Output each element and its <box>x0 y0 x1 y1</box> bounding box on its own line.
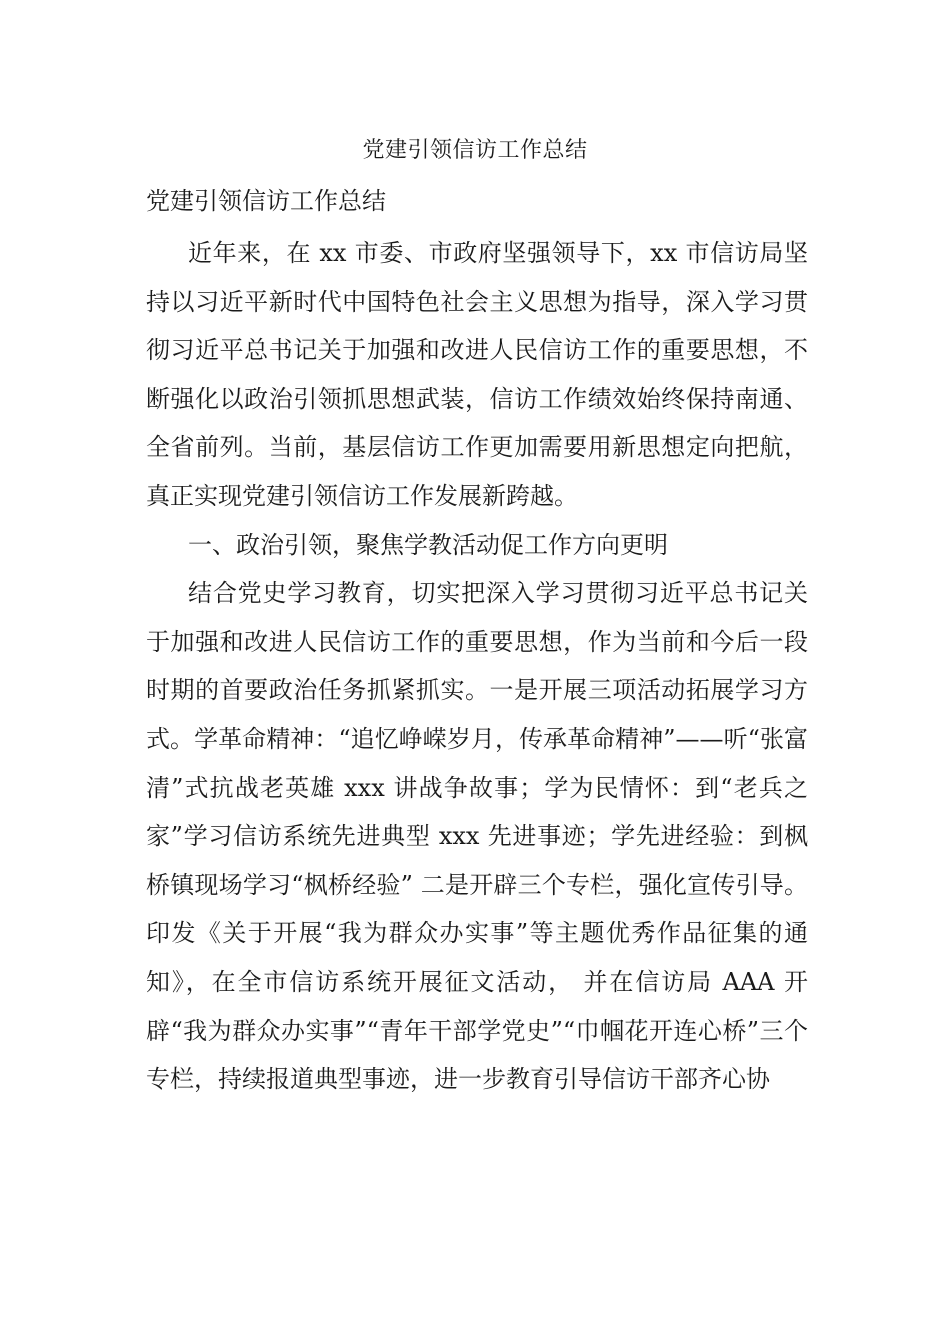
document-body <box>146 229 808 1104</box>
paragraph-section-one: 结合党史学习教育，切实把深入学习贯彻习近平总书记关于加强和改进人民信访工作的重要思想，作为当前和今后一段时期的首要政治任务抓紧抓实。一是开展三项活动拓展学习方式。学革命精神：“追忆峥嵘岁月，传承革命精神”——听“张富清”式抗战老英雄 xxx 讲战争故事；学为民情怀：到“老兵之家”学习信访系统先进典型 xxx 先进事迹；学先进经验：到枫桥镇现场学习“枫桥经验” 二是开辟三个专栏，强化宣传引导。印发《关于开展“我为群众办实事”等主题优秀作品征集的通知》，在全市信访系统开展征文活动， 并在信访局 AAA 开辟“我为群众办实事”“青年干部学党史”“巾帼花开连心桥”三个专栏，持续报道典型事迹，进一步教育引导信访干部齐心协 <box>146 579 808 1094</box>
paragraph-intro: 近年来，在 xx 市委、市政府坚强领导下，xx 市信访局坚持以习近平新时代中国特色社会主义思想为指导，深入学习贯彻习近平总书记关于加强和改进人民信访工作的重要思想，不断强化以政治引领抓思想武装，信访工作绩效始终保持南通、全省前列。当前，基层信访工作更加需要用新思想定向把航， 真正实现党建引领信访工作发展新跨越。 <box>146 239 808 510</box>
section-heading: 一、政治引领，聚焦学教活动促工作方向更明 <box>188 530 668 559</box>
document-subtitle: 党建引领信访工作总结 <box>146 187 386 215</box>
document-title: 党建引领信访工作总结 <box>362 138 588 163</box>
